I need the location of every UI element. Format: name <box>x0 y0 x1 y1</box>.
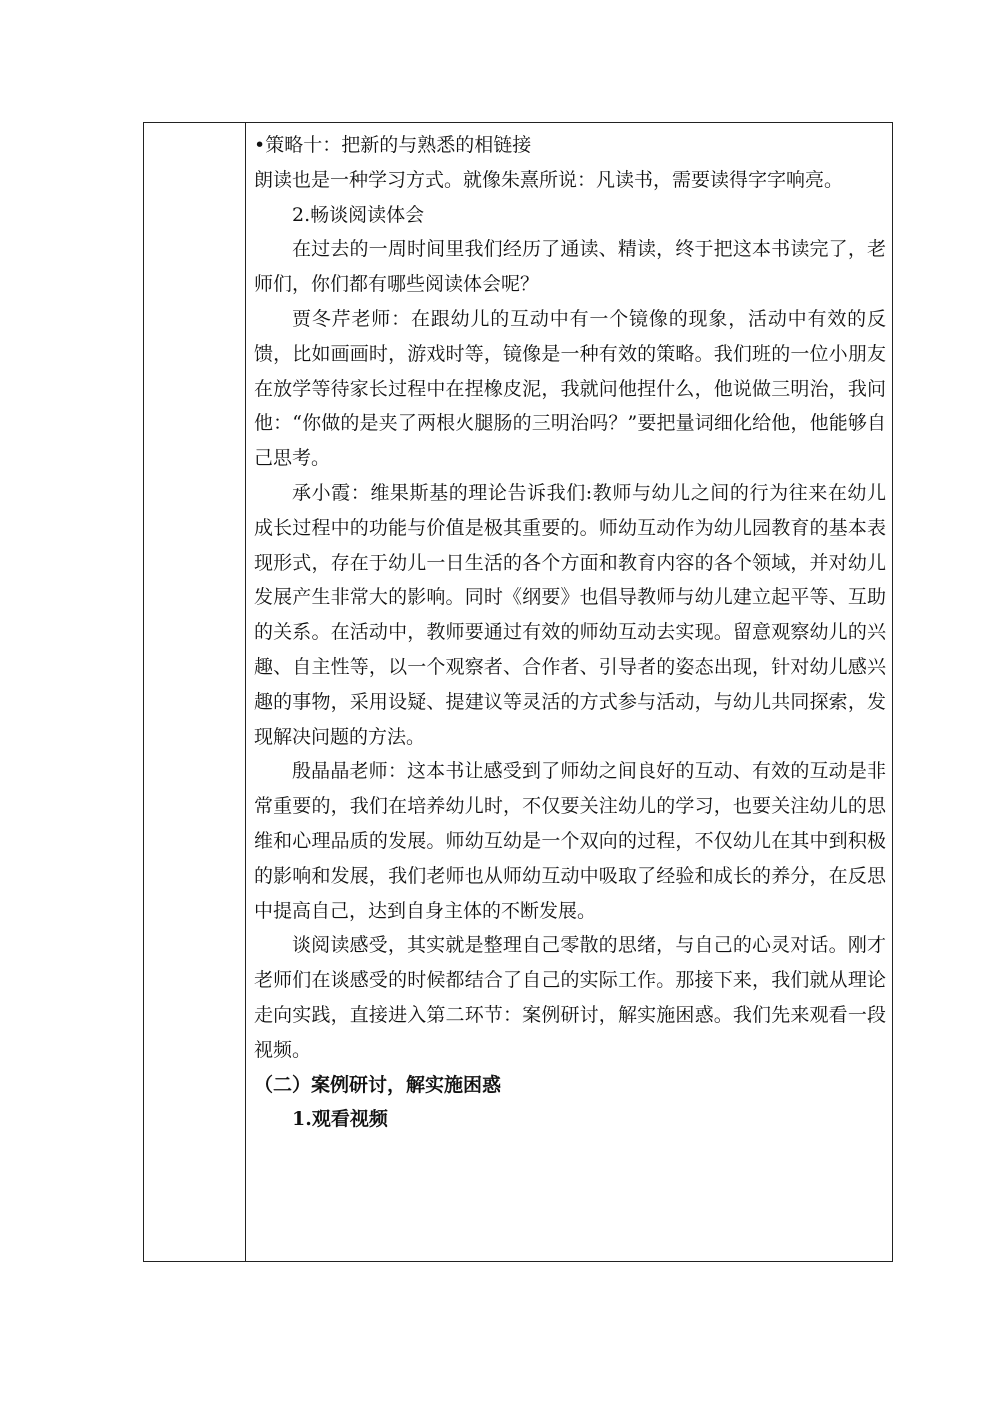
column-divider <box>245 123 246 1261</box>
paragraph-strategy-ten: •策略十：把新的与熟悉的相链接 <box>254 134 532 156</box>
paragraph-summary: 谈阅读感受，其实就是整理自己零散的思绪，与自己的心灵对话。刚才老师们在谈感受的时候都结合了自己的实际工作。那接下来，我们就从理论走向实践，直接进入第二环节：案例研讨，解实施困惑。我们先来观看一段视频。 <box>254 934 886 1061</box>
table-content-cell <box>254 128 886 1137</box>
paragraph-teacher-yin: 殷晶晶老师：这本书让感受到了师幼之间良好的互动、有效的互动是非常重要的，我们在培养幼儿时，不仅要关注幼儿的学习，也要关注幼儿的思维和心理品质的发展。师幼互幼是一个双向的过程，不仅幼儿在其中到积极的影响和发展，我们老师也从师幼互动中吸取了经验和成长的养分，在反思中提高自己，达到自身主体的不断发展。 <box>254 760 886 922</box>
paragraph-intro-question: 在过去的一周时间里我们经历了通读、精读，终于把这本书读完了，老师们，你们都有哪些阅读体会呢？ <box>254 238 886 296</box>
paragraph-teacher-jia: 贾冬芹老师：在跟幼儿的互动中有一个镜像的现象，活动中有效的反馈，比如画画时，游戏时等，镜像是一种有效的策略。我们班的一位小朋友在放学等待家长过程中在捏橡皮泥，我就问他捏什么，他说做三明治，我问他：“你做的是夹了两根火腿肠的三明治吗？”要把量词细化给他，他能够自己思考。 <box>254 307 886 470</box>
subheading-watch-video: 1.观看视频 <box>292 1108 388 1131</box>
paragraph-heading-reading-experience: 2.畅谈阅读体会 <box>292 203 425 226</box>
paragraph-reading-aloud: 朗读也是一种学习方式。就像朱熹所说：凡读书，需要读得字字响亮。 <box>254 168 844 191</box>
content-table <box>143 122 893 1262</box>
section-heading-case-study: （二）案例研讨，解实施困惑 <box>254 1073 502 1096</box>
paragraph-teacher-cheng: 承小霞：维果斯基的理论告诉我们:教师与幼儿之间的行为往来在幼儿成长过程中的功能与价值是极其重要的。师幼互动作为幼儿园教育的基本表现形式，存在于幼儿一日生活的各个方面和教育内容的各个领域，并对幼儿发展产生非常大的影响。同时《纲要》也倡导教师与幼儿建立起平等、互助的关系。在活动中，教师要通过有效的师幼互动去实现。留意观察幼儿的兴趣、自主性等，以一个观察者、合作者、引导者的姿态出现，针对幼儿感兴趣的事物，采用设疑、提建议等灵活的方式参与活动，与幼儿共同探索，发现解决问题的方法。 <box>254 481 886 748</box>
